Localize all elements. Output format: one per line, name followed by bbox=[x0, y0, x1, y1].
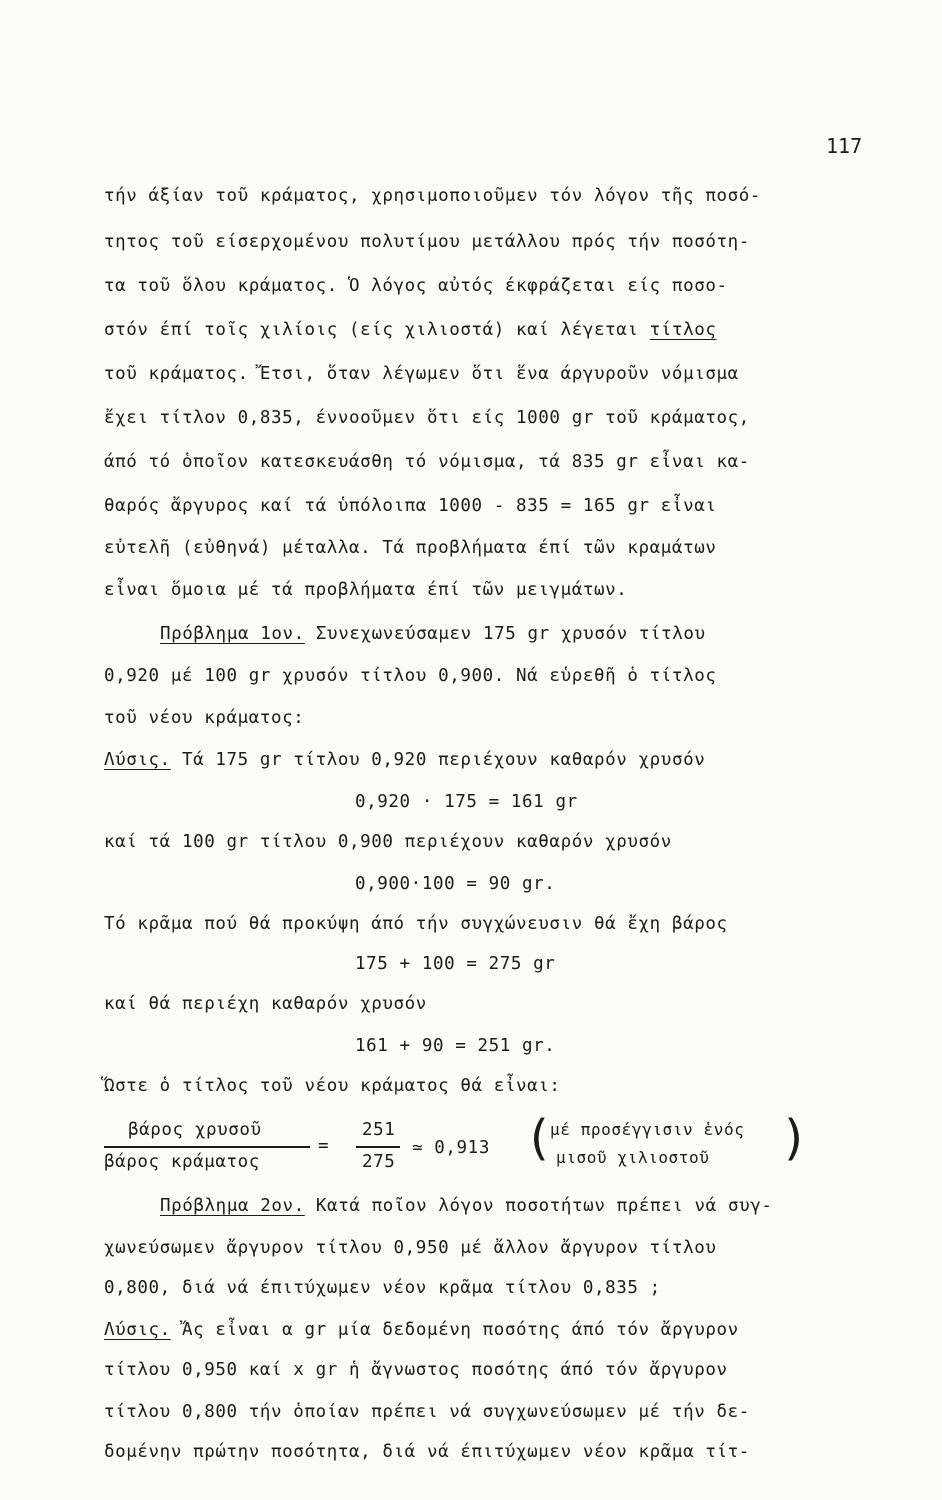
fraction-numerator: 251 bbox=[362, 1120, 396, 1140]
formula-numerator: βάρος χρυσοῦ bbox=[128, 1120, 262, 1140]
fraction-denominator: 275 bbox=[362, 1152, 396, 1172]
formula-denominator: βάρος κράματος bbox=[104, 1152, 260, 1172]
problem-2-heading: Πρόβλημα 2ον. bbox=[160, 1196, 305, 1216]
page-number: 117 bbox=[826, 134, 863, 158]
text-line: τοῦ νέου κράματος: bbox=[104, 708, 305, 728]
problem-1-line bbox=[160, 622, 706, 646]
text-line: καί τά 100 gr τίτλου 0,900 περιέχουν καθαρόν χρυσόν bbox=[104, 832, 672, 852]
text-line: τίτλου 0,800 τήν ὁποίαν πρέπει νά συγχωνεύσωμεν μέ τήν δε- bbox=[104, 1402, 750, 1422]
text-line: Ὥστε ὁ τίτλος τοῦ νέου κράματος θά εἶναι: bbox=[104, 1076, 561, 1096]
text-line: θαρός ἄργυρος καί τά ὑπόλοιπα 1000 - 835 = 165 gr εἶναι bbox=[104, 496, 717, 516]
equals-sign: = bbox=[318, 1136, 330, 1156]
solution-1-heading: Λύσις. bbox=[104, 750, 171, 770]
term-titlos: τίτλος bbox=[649, 320, 717, 340]
fraction-bar bbox=[356, 1146, 400, 1148]
right-paren: ) bbox=[780, 1110, 809, 1166]
approx-note-line: μισοῦ χιλιοστοῦ bbox=[556, 1148, 710, 1167]
equation-line: 0,920 · 175 = 161 gr bbox=[355, 792, 578, 812]
equation-line: 161 + 90 = 251 gr. bbox=[355, 1036, 556, 1056]
text-line: εὐτελῆ (εὐθηνά) μέταλλα. Τά προβλήματα έπί τῶν κραμάτων bbox=[104, 538, 717, 558]
text-line bbox=[104, 318, 717, 342]
text-line: τίτλου 0,950 καί x gr ἡ ἄγνωστος ποσότης άπό τόν ἄργυρον bbox=[104, 1360, 728, 1380]
text-line: τοῦ κράματος. Ἔτσι, ὅταν λέγωμεν ὅτι ἕνα άργυροῦν νόμισμα bbox=[104, 364, 739, 384]
text-line: 0,800, διά νά έπιτύχωμεν νέον κρᾶμα τίτλου 0,835 ; bbox=[104, 1278, 661, 1298]
text-line: εἶναι ὅμοια μέ τά προβλήματα έπί τῶν μειγμάτων. bbox=[104, 580, 628, 600]
problem-1-heading: Πρόβλημα 1ον. bbox=[160, 624, 305, 644]
text-span: Κατά ποῖον λόγον ποσοτήτων πρέπει νά συγ- bbox=[304, 1196, 773, 1216]
text-span: Συνεχωνεύσαμεν 175 gr χρυσόν τίτλου bbox=[304, 624, 706, 644]
text-span: Ἄς εἶναι α gr μία δεδομένη ποσότης άπό τόν ἄργυρον bbox=[170, 1320, 739, 1340]
text-line: τήν άξίαν τοῦ κράματος, χρησιμοποιοῦμεν τόν λόγον τῆς ποσό- bbox=[104, 186, 762, 206]
approx-value: ≃ 0,913 bbox=[412, 1138, 490, 1158]
text-line: άπό τό ὁποῖον κατεσκευάσθη τό νόμισμα, τά 835 gr εἶναι κα- bbox=[104, 452, 750, 472]
text-line: δομένην πρώτην ποσότητα, διά νά έπιτύχωμεν νέον κρᾶμα τίτ- bbox=[104, 1442, 750, 1462]
solution-2-line bbox=[104, 1318, 739, 1342]
text-line: καί θά περιέχη καθαρόν χρυσόν bbox=[104, 994, 427, 1014]
left-paren: ( bbox=[524, 1110, 553, 1166]
equation-line: 175 + 100 = 275 gr bbox=[355, 954, 556, 974]
solution-2-heading: Λύσις. bbox=[104, 1320, 171, 1340]
text-line: Τό κρᾶμα πού θά προκύψη άπό τήν συγχώνευσιν θά ἔχη βάρος bbox=[104, 914, 728, 934]
equation-line: 0,900·100 = 90 gr. bbox=[355, 874, 556, 894]
text-span: στόν έπί τοῖς χιλίοις (είς χιλιοστά) καί λέγεται bbox=[104, 320, 650, 340]
text-line: 0,920 μέ 100 gr χρυσόν τίτλου 0,900. Νά εὑρεθῆ ὁ τίτλος bbox=[104, 666, 717, 686]
text-line: χωνεύσωμεν ἄργυρον τίτλου 0,950 μέ ἄλλον ἄργυρον τίτλου bbox=[104, 1238, 717, 1258]
fraction-bar bbox=[104, 1146, 310, 1148]
solution-1-line bbox=[104, 748, 705, 772]
approx-note-line: μέ προσέγγισιν ἑνός bbox=[550, 1120, 745, 1139]
text-line: τα τοῦ ὅλου κράματος. Ὁ λόγος αὐτός έκφράζεται είς ποσο- bbox=[104, 276, 728, 296]
problem-2-line bbox=[160, 1194, 773, 1218]
text-line: τητος τοῦ είσερχομένου πολυτίμου μετάλλου πρός τήν ποσότη- bbox=[104, 232, 750, 252]
text-span: Τά 175 gr τίτλου 0,920 περιέχουν καθαρόν χρυσόν bbox=[170, 750, 706, 770]
text-line: ἔχει τίτλον 0,835, έννοοῦμεν ὅτι είς 1000 gr τοῦ κράματος, bbox=[104, 408, 750, 428]
